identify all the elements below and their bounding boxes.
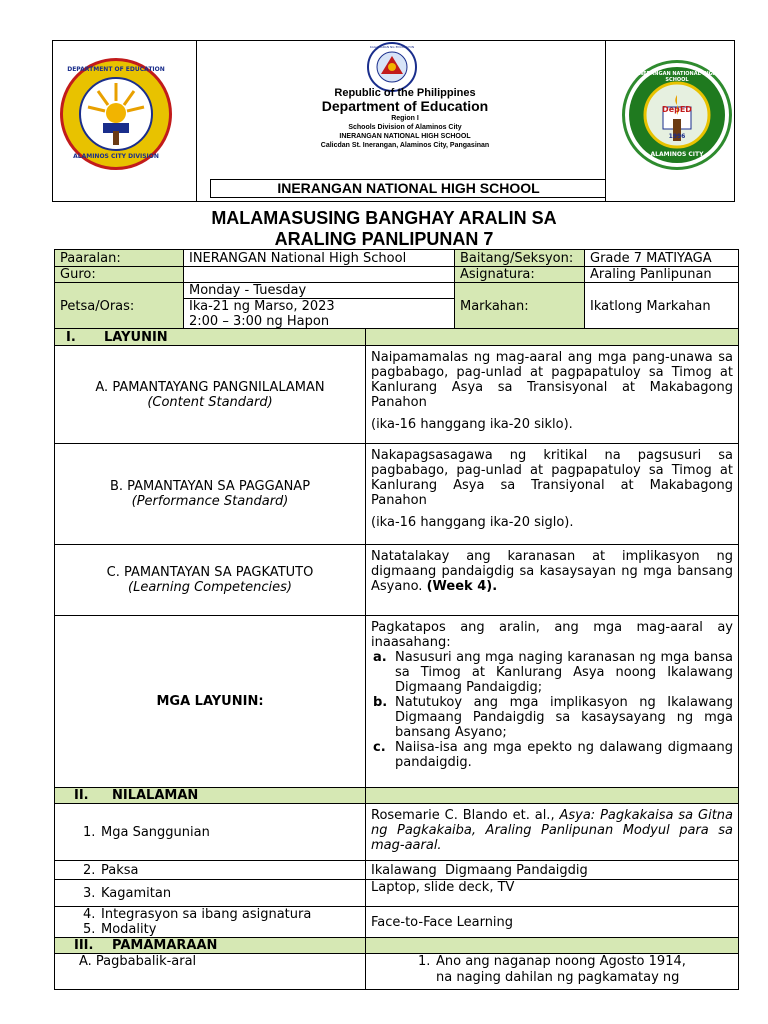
section-layunin-title: LAYUNIN [104,329,168,345]
section-layunin-num: I. [66,329,76,345]
layunin-item-text: Nasusuri ang mga naging karanasan ng mga bansa sa Timog at Kanlurang Asya noong Ikalawang Digmaang Pandaigdig; [395,650,733,695]
question-num: 1. [418,954,431,969]
layunin-item-text: Naiisa-isa ang mga epekto ng dalawang digmaang pandaigdig. [395,740,733,770]
standard-b-note: (ika-16 hanggang ika-20 siglo). [371,515,574,530]
right-seal-bottom-text: ALAMINOS CITY [650,151,704,158]
section-pamamaraan [55,938,366,954]
sanggunian-label-cell [55,804,366,861]
standard-a-note: (ika-16 hanggang ika-20 siklo). [371,417,573,432]
petsa-label: Petsa/Oras: [55,283,184,330]
school-line: INERANGAN NATIONAL HIGH SCHOOL [339,133,471,140]
asignatura-label: Asignatura: [455,267,585,283]
pagbabalik-label: A. Pagbabalik-aral [79,954,197,969]
section-nilalaman-title: NILALAMAN [112,788,199,803]
standard-c-sub: (Learning Competencies) [128,580,292,595]
layunin-item-marker: c. [373,740,386,755]
pagbabalik-label-cell [55,954,366,990]
paksa-value: Ikalawang Digmaang Pandaigdig [366,861,739,880]
baitang-label: Baitang/Seksyon: [455,250,585,267]
petsa-days: Monday - Tuesday [184,283,454,299]
kagamitan-num: 3. [83,885,96,901]
standard-a-label: A. PAMANTAYANG PANGNILALAMAN [95,379,325,395]
standard-b-label: B. PAMANTAYAN SA PAGGANAP [109,479,311,494]
top-seal-text: KAGAWARAN NG EDUKASYON [369,45,415,49]
doc-title-line1: MALAMASUSING BANGHAY ARALIN SA [211,208,557,228]
right-seal-logo: DepED [662,105,692,114]
department-line: Department of Education [321,98,489,114]
sanggunian-num: 1. [83,824,96,840]
layunin-intro: Pagkatapos ang aralin, ang mga mag-aaral ay inaasahang: [371,620,733,650]
standard-c-text-cell [366,545,739,616]
deped-seal [367,42,417,92]
kagamitan-value: Laptop, slide deck, TV [366,880,739,907]
standard-b-text-cell [366,444,739,545]
lesson-table [54,328,739,990]
layunin-item-marker: a. [373,650,387,665]
section-pamamaraan-num: III. [74,938,94,953]
layunin-item-text: Natutukoy ang mga implikasyon ng Ikalawang Digmaang Pandaigdig sa kasaysayang ng mga bansang Asyano; [395,695,733,740]
standard-a-text-cell [366,346,739,444]
school-banner-text: INERANGAN NATIONAL HIGH SCHOOL [277,180,540,196]
standard-a-sub: (Content Standard) [147,394,273,410]
layunin-list [371,650,733,770]
doc-title-line2: ARALING PANLIPUNAN 7 [274,229,494,249]
petsa-date: Ika-21 ng Marso, 2023 [189,299,335,314]
section-pamamaraan-blank [366,938,739,954]
left-seal-top-text: DEPARTMENT OF EDUCATION [67,66,165,73]
modality-label: Modality [101,922,157,937]
kagamitan-label: Kagamitan [101,885,172,901]
standard-b-label-cell [55,444,366,545]
markahan-label: Markahan: [455,283,585,330]
school-banner [210,179,606,198]
standard-c-week: (Week 4). [426,579,498,594]
section-layunin [55,329,366,346]
guro-value [184,267,455,283]
paksa-label-cell [55,861,366,880]
integrasyon-num: 4. [83,907,96,922]
section-nilalaman [55,788,366,804]
layunin-item [373,650,733,695]
question-line2: na naging dahilan ng pagkamatay ng [436,970,680,985]
integrasyon-label: Integrasyon sa ibang asignatura [101,907,312,922]
info-table [54,249,739,330]
sanggunian-text-cell [366,804,739,861]
integrasyon-label-cell [55,907,366,938]
left-seal-bottom-text: ALAMINOS CITY DIVISION [73,153,159,160]
sanggunian-author: Rosemarie C. Blando et. al., [371,808,560,823]
baitang-value: Grade 7 MATIYAGA [585,250,739,267]
section-nilalaman-num: II. [74,788,89,803]
modality-value: Face-to-Face Learning [366,907,739,938]
standard-a-label-cell [55,346,366,444]
section-nilalaman-blank [366,788,739,804]
division-line: Schools Division of Alaminos City [348,124,462,131]
right-seal-year: 1996 [668,133,686,140]
standard-b-text: Nakapagsasagawa ng kritikal na pagsusuri sa pagbabago, pag-unlad at pagpapatuloy sa Timog at Kanlurang Asya sa Transiyonal at Makabagong Panahon [371,448,733,508]
modality-num: 5. [83,922,96,937]
question-line1: Ano ang naganap noong Agosto 1914, [436,954,686,969]
section-layunin-blank [366,329,739,346]
asignatura-value: Araling Panlipunan [585,267,739,283]
standard-c-text: Natatalakay ang karanasan at implikasyon ng digmaang pandaigdig sa kasaysayan ng mga bansang Asyano. [371,549,733,594]
section-pamamaraan-title: PAMAMARAAN [112,938,218,953]
paksa-num: 2. [83,862,96,878]
standard-b-sub: (Performance Standard) [131,494,289,509]
layunin-label-cell [55,616,366,788]
pagbabalik-question-cell [366,954,739,990]
guro-label: Guro: [55,267,184,283]
layunin-item-marker: b. [373,695,388,710]
republic-line: Republic of the Philippines [334,87,476,99]
sanggunian-label: Mga Sanggunian [101,824,210,840]
region-line: Region I [391,115,419,122]
standard-a-text: Naipamamalas ng mag-aaral ang mga pang-unawa sa pagbabago, pag-unlad at pagpapatuloy sa Timog at Kanlurang Asya sa Transisyonal at Makabagong Panahon [371,350,733,410]
petsa-value [184,283,455,330]
layunin-item [373,695,733,740]
school-seal [622,60,732,170]
standard-c-label-cell [55,545,366,616]
paksa-label: Paksa [101,862,139,878]
sanggunian-title: Asya: Pagkakaisa sa Gitna ng Pagkakaiba, Araling Panlipunan Modyul para sa mag-aaral. [371,808,733,853]
kagamitan-label-cell [55,880,366,907]
markahan-value: Ikatlong Markahan [585,283,739,330]
petsa-time: 2:00 – 3:00 ng Hapon [189,314,330,329]
paaralan-value: INERANGAN National High School [184,250,455,267]
right-seal-top-text: INERANGAN NATIONAL HIGH SCHOOL [637,71,717,83]
paaralan-label: Paaralan: [55,250,184,267]
layunin-label: MGA LAYUNIN: [156,694,264,709]
layunin-text-cell [366,616,739,788]
layunin-item [373,740,733,770]
standard-c-label: C. PAMANTAYAN SA PAGKATUTO [106,565,314,580]
address-line: Calicdan St. Inerangan, Alaminos City, Pangasinan [320,142,490,149]
deped-division-seal [60,58,172,170]
